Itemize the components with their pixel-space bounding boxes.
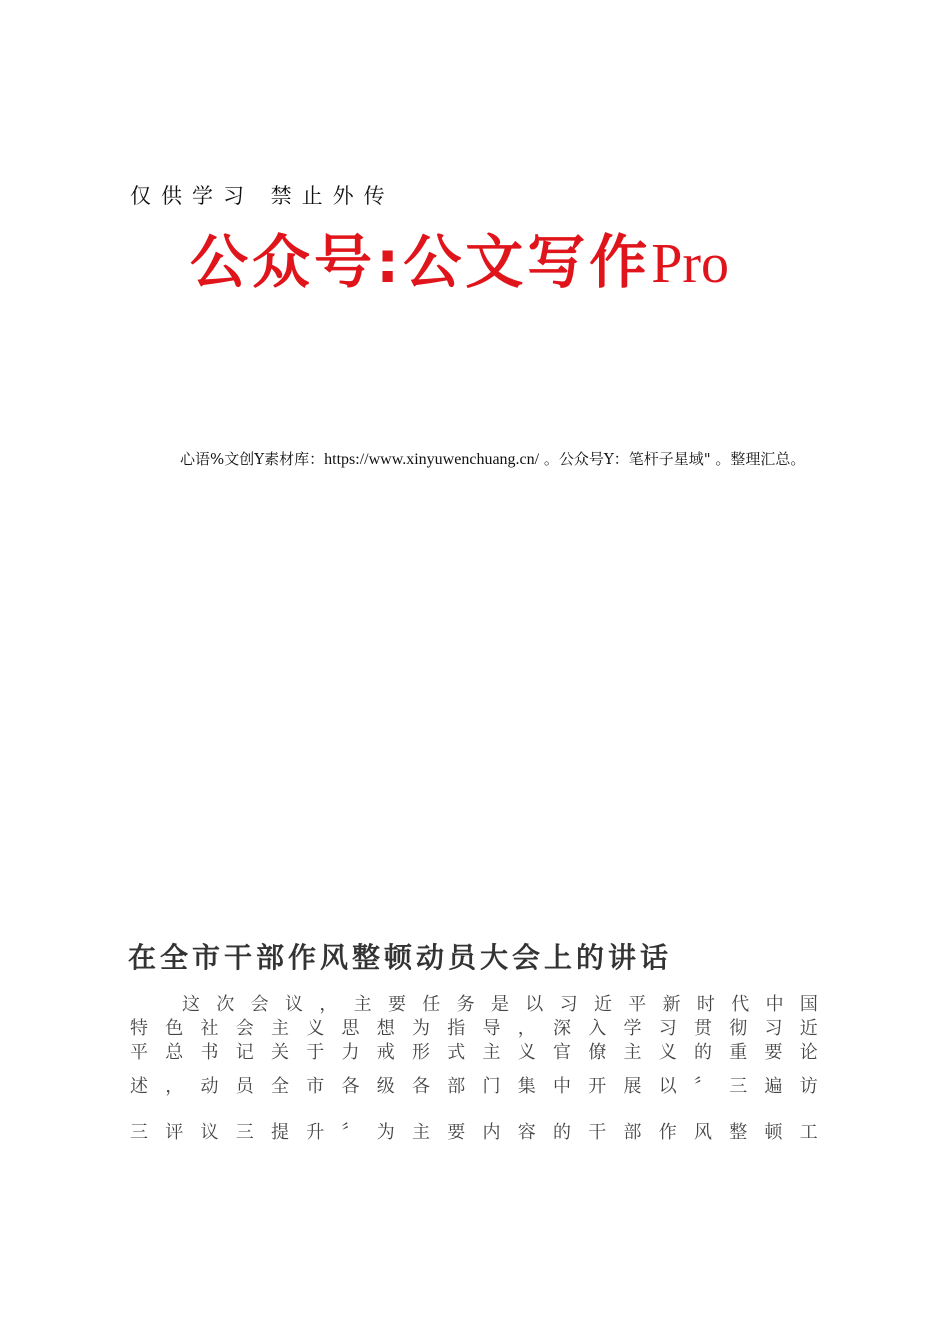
body-char: 书 [200,1042,219,1063]
body-line [182,990,818,1016]
source-prefix: 心语%文创Y素材库： [180,450,325,468]
body-char: 于 [306,1042,325,1063]
body-char: 时 [696,994,715,1015]
body-char: 论 [799,1042,818,1063]
body-char: 集 [517,1076,536,1097]
body-char: 工 [799,1122,818,1143]
body-char: 特 [130,1018,148,1039]
body-char: 习 [764,1018,783,1039]
body-char: 次 [216,994,235,1015]
body-char: 形 [412,1042,430,1063]
body-char: 以 [525,994,544,1015]
body-char: 评 [165,1122,184,1143]
body-char: 三 [130,1122,148,1143]
body-char: 指 [447,1018,466,1039]
body-char: 三 [235,1122,254,1143]
body-char: 重 [729,1042,748,1063]
body-char: 的 [694,1042,712,1063]
source-note [130,446,835,473]
body-line [130,1072,818,1098]
body-char: 会 [250,994,269,1015]
body-char: 容 [517,1122,536,1143]
body-char: 国 [799,994,818,1015]
body-char: 记 [235,1042,254,1063]
body-char: 部 [623,1122,642,1143]
body-char: 内 [482,1122,501,1143]
body-line [130,1038,818,1064]
body-char: 主 [271,1018,289,1039]
body-char: 述 [130,1076,148,1097]
source-url: https://www.xinyuwenchuang.cn/ [324,451,540,468]
body-char: 力 [341,1042,360,1063]
body-char: 遍 [764,1076,783,1097]
body-char: 为 [376,1122,395,1143]
body-char: 主 [353,994,372,1015]
body-char: 主 [482,1042,501,1063]
body-char: 习 [658,1018,677,1039]
source-suffix: 。公众号Y：笔杆子星域" 。整理汇总。 [539,450,806,468]
body-char: 议 [284,994,303,1015]
body-char: 以 [658,1076,677,1097]
body-char: 近 [799,1018,818,1039]
body-char: 三 [729,1076,748,1097]
body-char: 平 [628,994,647,1015]
document-title: 在全市干部作风整顿动员大会上的讲话 [128,941,673,974]
body-char: 升 [306,1122,325,1143]
body-char: 作 [658,1122,677,1143]
body-char: 〞 [341,1122,360,1143]
body-char: 彻 [729,1018,748,1039]
body-char: 中 [765,994,784,1015]
body-char: 入 [588,1018,607,1039]
confidential-notice: 仅供学习 禁止外传 [130,184,395,208]
body-char: 动 [200,1076,219,1097]
body-char: 式 [447,1042,466,1063]
body-char: 主 [412,1122,430,1143]
body-char: 要 [764,1042,783,1063]
brand-watermark [190,222,810,302]
body-char: 主 [623,1042,642,1063]
body-char: 整 [729,1122,748,1143]
body-char: 要 [387,994,406,1015]
body-char: 官 [553,1042,571,1063]
body-char: ， [517,1018,536,1039]
body-char: 僚 [588,1042,607,1063]
body-char: 要 [447,1122,466,1143]
body-char: 的 [553,1122,571,1143]
body-char: 新 [662,994,681,1015]
body-char: 社 [200,1018,219,1039]
body-line [130,1118,818,1144]
body-char: 贯 [694,1018,712,1039]
body-char: 为 [412,1018,430,1039]
body-char: 想 [376,1018,395,1039]
body-char: 展 [623,1076,642,1097]
body-char: 平 [130,1042,148,1063]
brand-cn: 公众号:公文写作 [190,228,652,296]
body-char: 义 [658,1042,677,1063]
body-char: 这 [182,994,200,1015]
body-char: 总 [165,1042,184,1063]
body-char: 风 [694,1122,712,1143]
body-char: 是 [490,994,509,1015]
body-char: 思 [341,1018,360,1039]
body-char: 戒 [376,1042,395,1063]
body-char: 访 [799,1076,818,1097]
body-char: 学 [623,1018,642,1039]
body-char: 干 [588,1122,607,1143]
body-char: 深 [553,1018,571,1039]
body-char: 习 [559,994,578,1015]
body-char: 各 [341,1076,360,1097]
body-char: 议 [200,1122,219,1143]
body-char: 〞 [694,1076,712,1097]
body-char: 顿 [764,1122,783,1143]
body-char: 会 [235,1018,254,1039]
body-char: 全 [271,1076,289,1097]
body-char: 部 [447,1076,466,1097]
body-char: 导 [482,1018,501,1039]
brand-en: Pro [651,233,729,295]
body-char: 市 [306,1076,325,1097]
body-char: 任 [422,994,441,1015]
body-line [130,1014,818,1040]
body-char: 义 [306,1018,325,1039]
body-char: 近 [593,994,612,1015]
body-char: 中 [553,1076,571,1097]
body-char: 级 [376,1076,395,1097]
body-char: 各 [412,1076,430,1097]
body-char: 员 [235,1076,254,1097]
body-char: ， [319,994,338,1015]
body-char: 代 [731,994,750,1015]
body-char: ， [165,1076,184,1097]
body-char: 关 [271,1042,289,1063]
body-char: 务 [456,994,475,1015]
body-char: 开 [588,1076,607,1097]
body-char: 义 [517,1042,536,1063]
body-char: 提 [271,1122,289,1143]
body-char: 门 [482,1076,501,1097]
body-char: 色 [165,1018,184,1039]
